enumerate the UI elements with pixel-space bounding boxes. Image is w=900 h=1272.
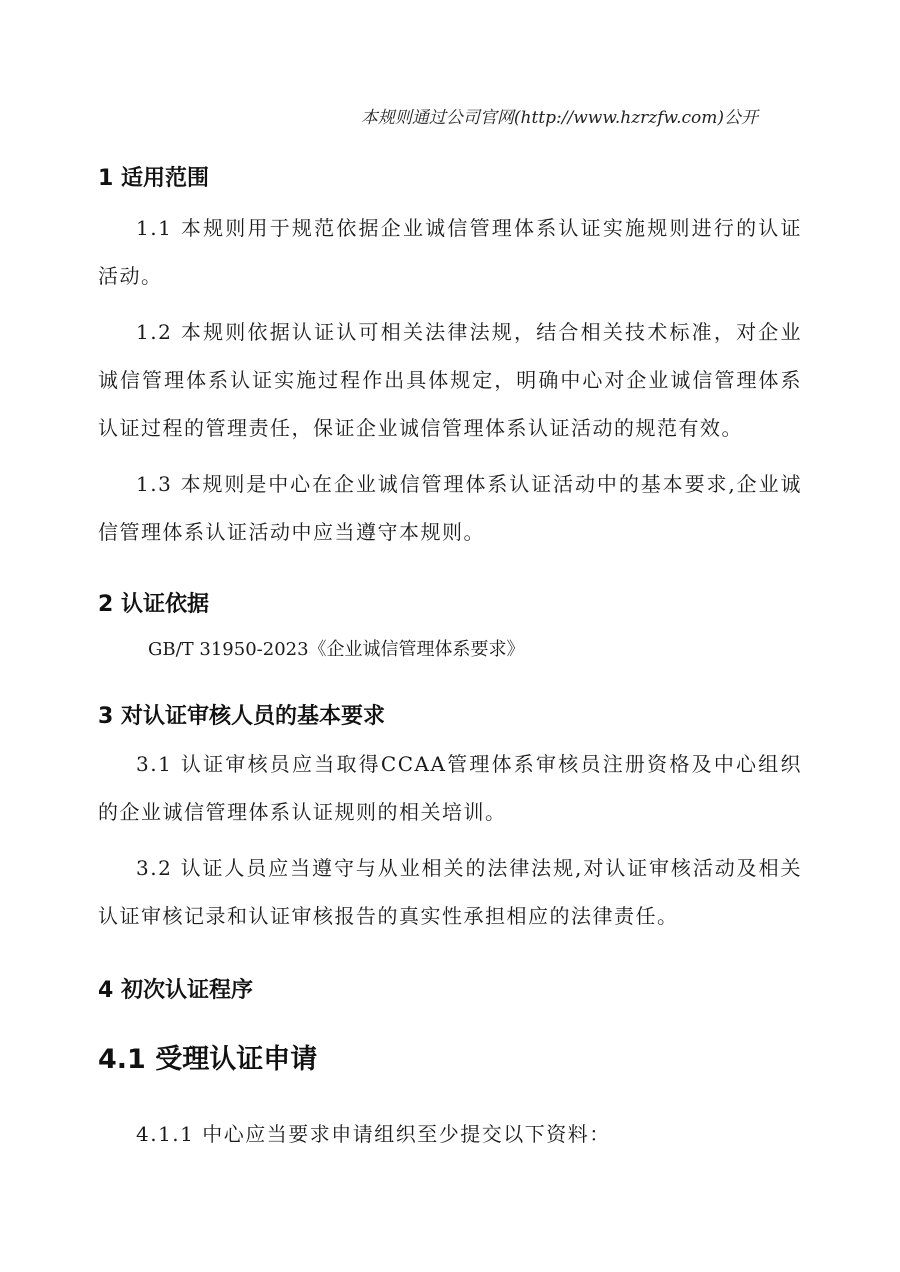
- section-2-heading: 2 认证依据: [98, 592, 209, 617]
- header-disclosure-note: 本规则通过公司官网(http://www.hzrzfw.com)公开: [360, 108, 758, 128]
- paragraph-4-1-1: 4.1.1 中心应当要求申请组织至少提交以下资料：: [136, 1122, 611, 1146]
- section-4-heading: 4 初次认证程序: [98, 978, 253, 1003]
- section-1-heading: 1 适用范围: [98, 166, 209, 191]
- paragraph-3-1: 3.1 认证审核员应当取得CCAA管理体系审核员注册资格及中心组织的企业诚信管理体系认证规则的相关培训。: [98, 752, 802, 824]
- document-body: [98, 160, 802, 1158]
- section-3-heading: 3 对认证审核人员的基本要求: [98, 704, 385, 729]
- paragraph-1-2: 1.2 本规则依据认证认可相关法律法规，结合相关技术标准，对企业诚信管理体系认证实施过程作出具体规定，明确中心对企业诚信管理体系认证过程的管理责任，保证企业诚信管理体系认证活动的规范有效。: [98, 320, 802, 440]
- subsection-4-1-heading: 4.1 受理认证申请: [98, 1044, 318, 1075]
- paragraph-1-3: 1.3 本规则是中心在企业诚信管理体系认证活动中的基本要求,企业诚信管理体系认证活动中应当遵守本规则。: [98, 472, 802, 544]
- standard-reference: GB/T 31950-2023《企业诚信管理体系要求》: [148, 639, 525, 660]
- paragraph-1-1: 1.1 本规则用于规范依据企业诚信管理体系认证实施规则进行的认证活动。: [98, 216, 802, 288]
- paragraph-3-2: 3.2 认证人员应当遵守与从业相关的法律法规,对认证审核活动及相关认证审核记录和认证审核报告的真实性承担相应的法律责任。: [98, 856, 802, 928]
